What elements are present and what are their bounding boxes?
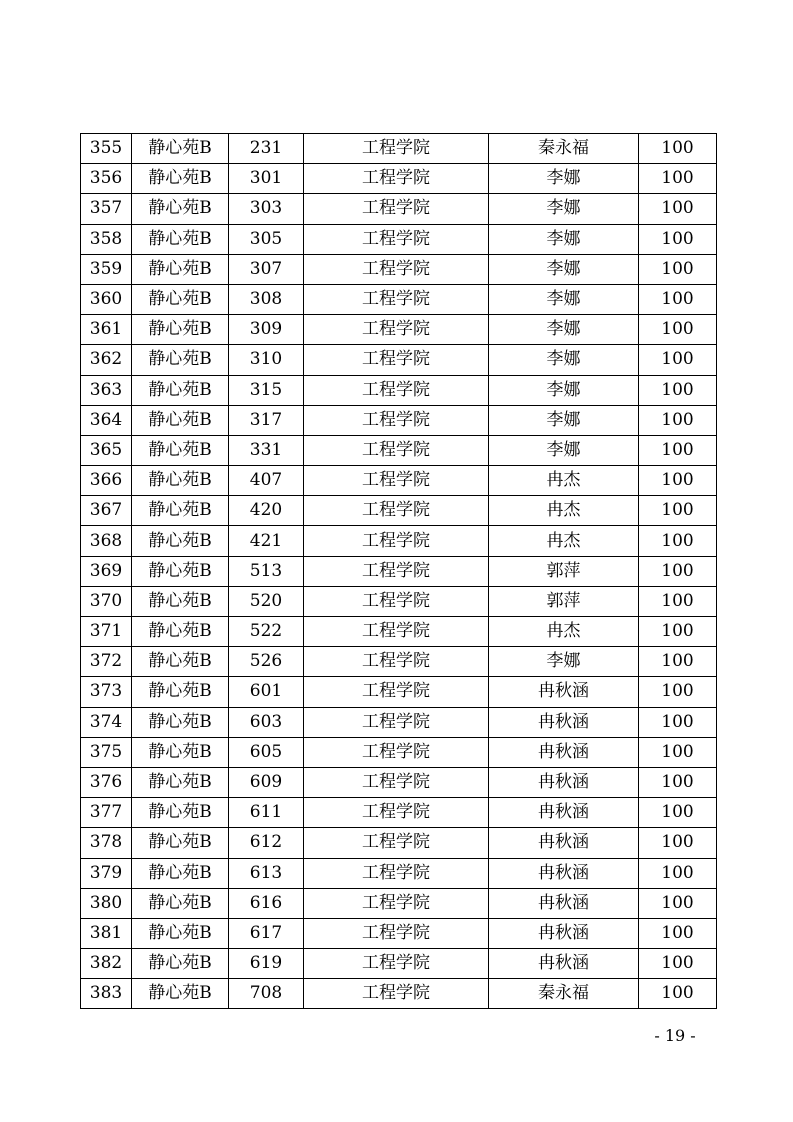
table-row xyxy=(81,194,717,224)
room-number-cell: 317 xyxy=(229,405,304,435)
college-cell: 工程学院 xyxy=(304,224,489,254)
college-cell: 工程学院 xyxy=(304,798,489,828)
row-number-cell: 363 xyxy=(81,375,132,405)
table-row xyxy=(81,556,717,586)
table-row xyxy=(81,466,717,496)
building-cell: 静心苑B xyxy=(132,284,229,314)
counselor-cell: 冉杰 xyxy=(489,526,639,556)
table-row xyxy=(81,224,717,254)
score-cell: 100 xyxy=(639,647,717,677)
college-cell: 工程学院 xyxy=(304,858,489,888)
building-cell: 静心苑B xyxy=(132,737,229,767)
room-number-cell: 305 xyxy=(229,224,304,254)
score-cell: 100 xyxy=(639,345,717,375)
row-number-cell: 360 xyxy=(81,284,132,314)
row-number-cell: 364 xyxy=(81,405,132,435)
row-number-cell: 380 xyxy=(81,888,132,918)
counselor-cell: 秦永福 xyxy=(489,134,639,164)
page-number: - 19 - xyxy=(654,1026,696,1045)
score-cell: 100 xyxy=(639,254,717,284)
table-row xyxy=(81,767,717,797)
building-cell: 静心苑B xyxy=(132,828,229,858)
counselor-cell: 李娜 xyxy=(489,647,639,677)
counselor-cell: 李娜 xyxy=(489,315,639,345)
table-row xyxy=(81,858,717,888)
counselor-cell: 冉杰 xyxy=(489,617,639,647)
college-cell: 工程学院 xyxy=(304,164,489,194)
table-row xyxy=(81,375,717,405)
counselor-cell: 冉秋涵 xyxy=(489,918,639,948)
row-number-cell: 378 xyxy=(81,828,132,858)
room-number-cell: 421 xyxy=(229,526,304,556)
score-cell: 100 xyxy=(639,858,717,888)
row-number-cell: 368 xyxy=(81,526,132,556)
score-cell: 100 xyxy=(639,979,717,1009)
college-cell: 工程学院 xyxy=(304,617,489,647)
building-cell: 静心苑B xyxy=(132,164,229,194)
building-cell: 静心苑B xyxy=(132,224,229,254)
dormitory-table xyxy=(80,133,717,1009)
score-cell: 100 xyxy=(639,949,717,979)
college-cell: 工程学院 xyxy=(304,767,489,797)
building-cell: 静心苑B xyxy=(132,134,229,164)
table-row xyxy=(81,134,717,164)
room-number-cell: 310 xyxy=(229,345,304,375)
college-cell: 工程学院 xyxy=(304,888,489,918)
building-cell: 静心苑B xyxy=(132,858,229,888)
room-number-cell: 513 xyxy=(229,556,304,586)
college-cell: 工程学院 xyxy=(304,526,489,556)
room-number-cell: 308 xyxy=(229,284,304,314)
building-cell: 静心苑B xyxy=(132,767,229,797)
room-number-cell: 617 xyxy=(229,918,304,948)
building-cell: 静心苑B xyxy=(132,888,229,918)
building-cell: 静心苑B xyxy=(132,979,229,1009)
row-number-cell: 366 xyxy=(81,466,132,496)
building-cell: 静心苑B xyxy=(132,949,229,979)
counselor-cell: 冉杰 xyxy=(489,496,639,526)
score-cell: 100 xyxy=(639,284,717,314)
college-cell: 工程学院 xyxy=(304,194,489,224)
score-cell: 100 xyxy=(639,134,717,164)
building-cell: 静心苑B xyxy=(132,496,229,526)
college-cell: 工程学院 xyxy=(304,979,489,1009)
counselor-cell: 李娜 xyxy=(489,435,639,465)
room-number-cell: 603 xyxy=(229,707,304,737)
room-number-cell: 612 xyxy=(229,828,304,858)
row-number-cell: 382 xyxy=(81,949,132,979)
college-cell: 工程学院 xyxy=(304,345,489,375)
row-number-cell: 379 xyxy=(81,858,132,888)
score-cell: 100 xyxy=(639,737,717,767)
room-number-cell: 708 xyxy=(229,979,304,1009)
room-number-cell: 616 xyxy=(229,888,304,918)
counselor-cell: 李娜 xyxy=(489,345,639,375)
college-cell: 工程学院 xyxy=(304,828,489,858)
counselor-cell: 冉秋涵 xyxy=(489,888,639,918)
building-cell: 静心苑B xyxy=(132,677,229,707)
table-row xyxy=(81,737,717,767)
counselor-cell: 秦永福 xyxy=(489,979,639,1009)
row-number-cell: 370 xyxy=(81,586,132,616)
row-number-cell: 356 xyxy=(81,164,132,194)
table-row xyxy=(81,315,717,345)
counselor-cell: 冉秋涵 xyxy=(489,798,639,828)
building-cell: 静心苑B xyxy=(132,918,229,948)
table-row xyxy=(81,586,717,616)
building-cell: 静心苑B xyxy=(132,647,229,677)
building-cell: 静心苑B xyxy=(132,556,229,586)
building-cell: 静心苑B xyxy=(132,194,229,224)
table-row xyxy=(81,496,717,526)
college-cell: 工程学院 xyxy=(304,134,489,164)
counselor-cell: 李娜 xyxy=(489,224,639,254)
table-row xyxy=(81,979,717,1009)
table-row xyxy=(81,526,717,556)
score-cell: 100 xyxy=(639,677,717,707)
building-cell: 静心苑B xyxy=(132,526,229,556)
row-number-cell: 372 xyxy=(81,647,132,677)
counselor-cell: 冉秋涵 xyxy=(489,828,639,858)
building-cell: 静心苑B xyxy=(132,405,229,435)
score-cell: 100 xyxy=(639,315,717,345)
counselor-cell: 郭萍 xyxy=(489,586,639,616)
row-number-cell: 375 xyxy=(81,737,132,767)
college-cell: 工程学院 xyxy=(304,677,489,707)
room-number-cell: 611 xyxy=(229,798,304,828)
counselor-cell: 李娜 xyxy=(489,284,639,314)
college-cell: 工程学院 xyxy=(304,405,489,435)
table-row xyxy=(81,918,717,948)
row-number-cell: 367 xyxy=(81,496,132,526)
score-cell: 100 xyxy=(639,707,717,737)
room-number-cell: 613 xyxy=(229,858,304,888)
table-row xyxy=(81,164,717,194)
room-number-cell: 407 xyxy=(229,466,304,496)
college-cell: 工程学院 xyxy=(304,315,489,345)
row-number-cell: 365 xyxy=(81,435,132,465)
college-cell: 工程学院 xyxy=(304,737,489,767)
score-cell: 100 xyxy=(639,164,717,194)
table-row xyxy=(81,617,717,647)
score-cell: 100 xyxy=(639,435,717,465)
score-cell: 100 xyxy=(639,194,717,224)
score-cell: 100 xyxy=(639,526,717,556)
table-row xyxy=(81,405,717,435)
score-cell: 100 xyxy=(639,828,717,858)
room-number-cell: 309 xyxy=(229,315,304,345)
counselor-cell: 冉秋涵 xyxy=(489,767,639,797)
college-cell: 工程学院 xyxy=(304,647,489,677)
row-number-cell: 357 xyxy=(81,194,132,224)
score-cell: 100 xyxy=(639,617,717,647)
college-cell: 工程学院 xyxy=(304,586,489,616)
table-row xyxy=(81,888,717,918)
building-cell: 静心苑B xyxy=(132,586,229,616)
college-cell: 工程学院 xyxy=(304,949,489,979)
row-number-cell: 362 xyxy=(81,345,132,375)
row-number-cell: 369 xyxy=(81,556,132,586)
score-cell: 100 xyxy=(639,586,717,616)
room-number-cell: 307 xyxy=(229,254,304,284)
score-cell: 100 xyxy=(639,375,717,405)
college-cell: 工程学院 xyxy=(304,496,489,526)
building-cell: 静心苑B xyxy=(132,466,229,496)
score-cell: 100 xyxy=(639,405,717,435)
score-cell: 100 xyxy=(639,496,717,526)
counselor-cell: 冉秋涵 xyxy=(489,707,639,737)
college-cell: 工程学院 xyxy=(304,284,489,314)
table-row xyxy=(81,707,717,737)
room-number-cell: 303 xyxy=(229,194,304,224)
counselor-cell: 李娜 xyxy=(489,164,639,194)
row-number-cell: 371 xyxy=(81,617,132,647)
row-number-cell: 355 xyxy=(81,134,132,164)
score-cell: 100 xyxy=(639,918,717,948)
room-number-cell: 522 xyxy=(229,617,304,647)
room-number-cell: 331 xyxy=(229,435,304,465)
row-number-cell: 376 xyxy=(81,767,132,797)
counselor-cell: 李娜 xyxy=(489,194,639,224)
table-row xyxy=(81,345,717,375)
table-row xyxy=(81,435,717,465)
table-row xyxy=(81,284,717,314)
college-cell: 工程学院 xyxy=(304,375,489,405)
table-row xyxy=(81,828,717,858)
score-cell: 100 xyxy=(639,767,717,797)
room-number-cell: 609 xyxy=(229,767,304,797)
score-cell: 100 xyxy=(639,798,717,828)
table-row xyxy=(81,254,717,284)
score-cell: 100 xyxy=(639,466,717,496)
building-cell: 静心苑B xyxy=(132,435,229,465)
room-number-cell: 231 xyxy=(229,134,304,164)
room-number-cell: 601 xyxy=(229,677,304,707)
row-number-cell: 381 xyxy=(81,918,132,948)
building-cell: 静心苑B xyxy=(132,375,229,405)
room-number-cell: 420 xyxy=(229,496,304,526)
row-number-cell: 358 xyxy=(81,224,132,254)
row-number-cell: 383 xyxy=(81,979,132,1009)
counselor-cell: 冉秋涵 xyxy=(489,677,639,707)
row-number-cell: 374 xyxy=(81,707,132,737)
row-number-cell: 377 xyxy=(81,798,132,828)
room-number-cell: 301 xyxy=(229,164,304,194)
counselor-cell: 冉秋涵 xyxy=(489,949,639,979)
building-cell: 静心苑B xyxy=(132,617,229,647)
building-cell: 静心苑B xyxy=(132,345,229,375)
row-number-cell: 361 xyxy=(81,315,132,345)
college-cell: 工程学院 xyxy=(304,254,489,284)
row-number-cell: 373 xyxy=(81,677,132,707)
counselor-cell: 李娜 xyxy=(489,375,639,405)
college-cell: 工程学院 xyxy=(304,435,489,465)
counselor-cell: 冉杰 xyxy=(489,466,639,496)
score-cell: 100 xyxy=(639,888,717,918)
college-cell: 工程学院 xyxy=(304,918,489,948)
table-row xyxy=(81,798,717,828)
room-number-cell: 526 xyxy=(229,647,304,677)
room-number-cell: 520 xyxy=(229,586,304,616)
room-number-cell: 605 xyxy=(229,737,304,767)
college-cell: 工程学院 xyxy=(304,556,489,586)
college-cell: 工程学院 xyxy=(304,466,489,496)
room-number-cell: 315 xyxy=(229,375,304,405)
building-cell: 静心苑B xyxy=(132,254,229,284)
building-cell: 静心苑B xyxy=(132,707,229,737)
table-body xyxy=(81,134,717,1009)
room-number-cell: 619 xyxy=(229,949,304,979)
score-cell: 100 xyxy=(639,556,717,586)
table-row xyxy=(81,647,717,677)
counselor-cell: 冉秋涵 xyxy=(489,858,639,888)
counselor-cell: 李娜 xyxy=(489,254,639,284)
counselor-cell: 郭萍 xyxy=(489,556,639,586)
table-row xyxy=(81,677,717,707)
college-cell: 工程学院 xyxy=(304,707,489,737)
counselor-cell: 冉秋涵 xyxy=(489,737,639,767)
score-cell: 100 xyxy=(639,224,717,254)
building-cell: 静心苑B xyxy=(132,798,229,828)
building-cell: 静心苑B xyxy=(132,315,229,345)
table-row xyxy=(81,949,717,979)
counselor-cell: 李娜 xyxy=(489,405,639,435)
row-number-cell: 359 xyxy=(81,254,132,284)
